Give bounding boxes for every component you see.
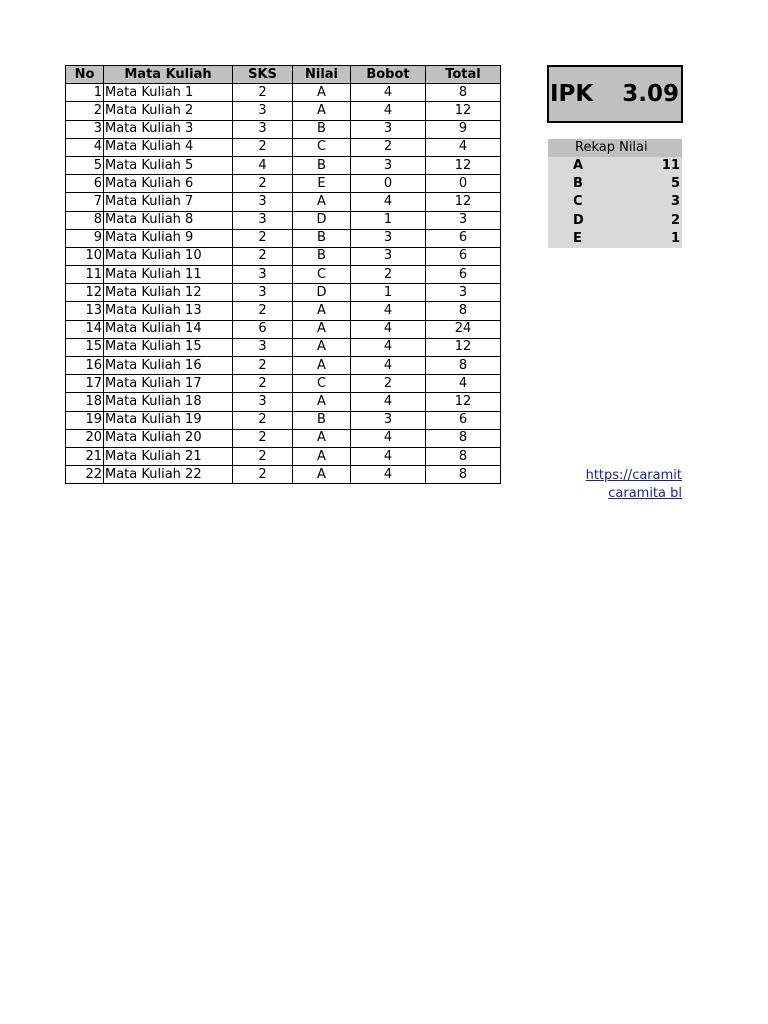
cell-sks: 2 [233,375,293,393]
cell-sks: 3 [233,266,293,284]
cell-no: 5 [66,156,104,174]
table-row [66,193,501,211]
cell-bobot: 3 [351,411,426,429]
rekap-rows [548,157,682,248]
table-row [66,102,501,120]
cell-sks: 2 [233,84,293,102]
cell-no: 3 [66,120,104,138]
cell-no: 10 [66,247,104,265]
table-row [66,229,501,247]
cell-no: 15 [66,338,104,356]
cell-nilai: A [293,320,351,338]
cell-total: 8 [426,447,501,465]
cell-sks: 3 [233,102,293,120]
cell-nilai: A [293,84,351,102]
cell-sks: 3 [233,211,293,229]
cell-bobot: 4 [351,393,426,411]
cell-nilai: B [293,247,351,265]
header-total: Total [426,66,501,84]
cell-mata-kuliah: Mata Kuliah 4 [104,138,233,156]
cell-total: 3 [426,284,501,302]
rekap-row [548,157,682,175]
cell-nilai: C [293,266,351,284]
cell-nilai: D [293,284,351,302]
cell-nilai: A [293,338,351,356]
cell-nilai: C [293,138,351,156]
table-row [66,429,501,447]
cell-bobot: 4 [351,320,426,338]
cell-sks: 2 [233,302,293,320]
table-row [66,156,501,174]
cell-bobot: 4 [351,302,426,320]
cell-nilai: B [293,120,351,138]
cell-bobot: 1 [351,284,426,302]
table-row [66,284,501,302]
cell-nilai: B [293,156,351,174]
cell-bobot: 4 [351,193,426,211]
cell-mata-kuliah: Mata Kuliah 13 [104,302,233,320]
cell-bobot: 4 [351,84,426,102]
cell-no: 7 [66,193,104,211]
cell-total: 6 [426,229,501,247]
cell-mata-kuliah: Mata Kuliah 5 [104,156,233,174]
rekap-row [548,193,682,211]
cell-nilai: A [293,102,351,120]
cell-no: 1 [66,84,104,102]
ipk-value: 3.09 [622,81,679,107]
cell-total: 8 [426,302,501,320]
cell-bobot: 2 [351,375,426,393]
cell-mata-kuliah: Mata Kuliah 8 [104,211,233,229]
cell-total: 24 [426,320,501,338]
table-row [66,175,501,193]
table-header-row [66,66,501,84]
rekap-grade: A [573,158,584,173]
table-row [66,375,501,393]
cell-sks: 2 [233,175,293,193]
cell-no: 22 [66,466,104,484]
cell-no: 11 [66,266,104,284]
ipk-label: IPK [550,81,594,107]
cell-nilai: E [293,175,351,193]
cell-mata-kuliah: Mata Kuliah 1 [104,84,233,102]
cell-total: 12 [426,338,501,356]
rekap-count: 2 [670,212,680,228]
cell-nilai: A [293,357,351,375]
rekap-count: 1 [670,230,680,246]
cell-bobot: 2 [351,266,426,284]
cell-mata-kuliah: Mata Kuliah 2 [104,102,233,120]
rekap-grade: C [573,194,583,210]
cell-no: 19 [66,411,104,429]
cell-nilai: B [293,229,351,247]
cell-mata-kuliah: Mata Kuliah 21 [104,447,233,465]
cell-total: 12 [426,102,501,120]
cell-sks: 2 [233,138,293,156]
rekap-count: 3 [670,194,680,210]
table-row [66,357,501,375]
cell-nilai: B [293,411,351,429]
cell-total: 12 [426,193,501,211]
header-nilai: Nilai [293,66,351,84]
table-row [66,320,501,338]
cell-mata-kuliah: Mata Kuliah 22 [104,466,233,484]
cell-mata-kuliah: Mata Kuliah 15 [104,338,233,356]
rekap-row [548,175,682,193]
rekap-row [548,230,682,248]
cell-mata-kuliah: Mata Kuliah 11 [104,266,233,284]
cell-sks: 3 [233,338,293,356]
cell-sks: 2 [233,357,293,375]
cell-nilai: D [293,211,351,229]
cell-no: 16 [66,357,104,375]
cell-total: 6 [426,247,501,265]
cell-no: 2 [66,102,104,120]
cell-bobot: 3 [351,229,426,247]
cell-sks: 3 [233,193,293,211]
cell-bobot: 0 [351,175,426,193]
cell-bobot: 3 [351,156,426,174]
cell-bobot: 4 [351,102,426,120]
table-body [66,84,501,484]
cell-mata-kuliah: Mata Kuliah 3 [104,120,233,138]
cell-total: 8 [426,357,501,375]
header-no: No [66,66,104,84]
cell-bobot: 3 [351,247,426,265]
table-row [66,120,501,138]
table-row [66,338,501,356]
cell-sks: 2 [233,247,293,265]
cell-sks: 3 [233,120,293,138]
table-row [66,393,501,411]
cell-sks: 2 [233,466,293,484]
cell-nilai: A [293,193,351,211]
cell-mata-kuliah: Mata Kuliah 12 [104,284,233,302]
table-row [66,466,501,484]
cell-no: 13 [66,302,104,320]
cell-sks: 6 [233,320,293,338]
cell-nilai: C [293,375,351,393]
cell-no: 6 [66,175,104,193]
cell-mata-kuliah: Mata Kuliah 14 [104,320,233,338]
cell-mata-kuliah: Mata Kuliah 20 [104,429,233,447]
cell-no: 8 [66,211,104,229]
cell-total: 8 [426,466,501,484]
cell-sks: 3 [233,284,293,302]
rekap-row [548,212,682,230]
cell-nilai: A [293,302,351,320]
table-row [66,447,501,465]
cell-total: 12 [426,393,501,411]
cell-total: 12 [426,156,501,174]
cell-sks: 3 [233,393,293,411]
cell-mata-kuliah: Mata Kuliah 9 [104,229,233,247]
cell-sks: 2 [233,411,293,429]
cell-mata-kuliah: Mata Kuliah 16 [104,357,233,375]
cell-no: 21 [66,447,104,465]
cell-no: 9 [66,229,104,247]
cell-bobot: 4 [351,466,426,484]
cell-sks: 2 [233,447,293,465]
cell-mata-kuliah: Mata Kuliah 6 [104,175,233,193]
grade-table [65,65,501,484]
cell-bobot: 4 [351,447,426,465]
ipk-box [547,65,683,123]
cell-nilai: A [293,466,351,484]
cell-nilai: A [293,393,351,411]
rekap-count: 5 [670,176,680,192]
cell-no: 12 [66,284,104,302]
rekap-grade: D [573,212,584,228]
cell-no: 14 [66,320,104,338]
header-bobot: Bobot [351,66,426,84]
cell-sks: 2 [233,229,293,247]
cell-no: 18 [66,393,104,411]
rekap-grade: E [573,230,582,246]
cell-mata-kuliah: Mata Kuliah 18 [104,393,233,411]
cell-total: 4 [426,375,501,393]
cell-mata-kuliah: Mata Kuliah 19 [104,411,233,429]
cell-mata-kuliah: Mata Kuliah 7 [104,193,233,211]
table-row [66,84,501,102]
cell-mata-kuliah: Mata Kuliah 17 [104,375,233,393]
cell-nilai: A [293,447,351,465]
cell-total: 8 [426,429,501,447]
cell-bobot: 2 [351,138,426,156]
cell-total: 6 [426,266,501,284]
cell-total: 8 [426,84,501,102]
header-mata-kuliah: Mata Kuliah [104,66,233,84]
header-sks: SKS [233,66,293,84]
cell-no: 4 [66,138,104,156]
cell-total: 0 [426,175,501,193]
cell-nilai: A [293,429,351,447]
cell-total: 3 [426,211,501,229]
table-row [66,302,501,320]
cell-bobot: 3 [351,120,426,138]
table-row [66,138,501,156]
cell-bobot: 4 [351,338,426,356]
cell-mata-kuliah: Mata Kuliah 10 [104,247,233,265]
table-row [66,211,501,229]
rekap-grade: B [573,176,583,192]
cell-no: 20 [66,429,104,447]
table-row [66,247,501,265]
rekap-nilai-panel [548,139,682,248]
table-row [66,266,501,284]
cell-total: 4 [426,138,501,156]
blog-link[interactable]: caramita bl [608,486,682,501]
cell-sks: 4 [233,156,293,174]
rekap-title: Rekap Nilai [548,139,682,157]
cell-no: 17 [66,375,104,393]
table-row [66,411,501,429]
url-link[interactable]: https://caramit [585,468,682,483]
cell-bobot: 4 [351,357,426,375]
cell-bobot: 4 [351,429,426,447]
cell-total: 6 [426,411,501,429]
cell-total: 9 [426,120,501,138]
cell-bobot: 1 [351,211,426,229]
cell-sks: 2 [233,429,293,447]
rekap-count: 11 [661,158,680,173]
